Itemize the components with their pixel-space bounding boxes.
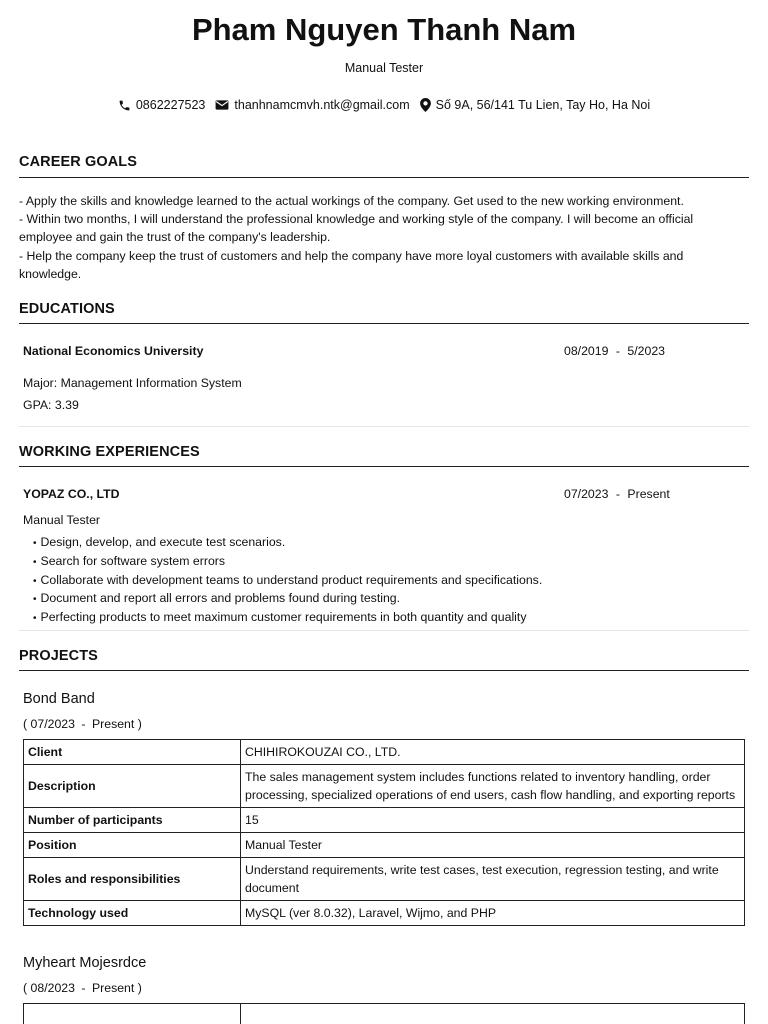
table-row (24, 833, 745, 858)
table-key: Number of participants (24, 808, 241, 833)
date-separator: - (615, 344, 620, 358)
table-key: Description (24, 765, 241, 808)
project-table (23, 739, 745, 926)
project-dates (23, 717, 142, 731)
paren: ( (23, 717, 28, 731)
table-value: 15 (241, 808, 745, 833)
location-pin-icon (420, 98, 431, 112)
contact-phone[interactable] (118, 98, 206, 112)
experiences-title: WORKING EXPERIENCES (19, 444, 200, 460)
table-key: Client (24, 740, 241, 765)
table-row (24, 858, 745, 901)
project-name: Myheart Mojesrdce (23, 955, 147, 971)
table-key: Position (24, 833, 241, 858)
table-key: Technology used (24, 901, 241, 926)
date-separator: - (81, 981, 86, 995)
table-value: Manual Tester (241, 833, 745, 858)
experience-dates (564, 487, 670, 501)
school-name: National Economics University (23, 344, 204, 358)
career-goal-line: - Apply the skills and knowledge learned to the actual workings of the company. Get used to the new working environment. (19, 194, 684, 208)
experience-position: Manual Tester (23, 513, 101, 527)
table-value: Understand requirements, write test cases, test execution, regression testing, and write document (241, 858, 745, 901)
career-goal-line: - Help the company keep the trust of customers and help the company have more loyal customers with available skills and knowledge. (19, 248, 684, 281)
table-value (241, 1004, 745, 1024)
contact-row (0, 98, 768, 112)
candidate-name: Pham Nguyen Thanh Nam (191, 12, 577, 47)
project-end: Present (91, 981, 135, 995)
entry-divider (19, 630, 749, 631)
education-end: 5/2023 (627, 344, 666, 358)
section-divider (19, 177, 749, 178)
career-goal-line: - Within two months, I will understand the professional knowledge and working style of the company. I will become an official employee and gain the trust of the company's leadership. (19, 212, 694, 245)
date-separator: - (81, 717, 86, 731)
experience-bullets (33, 534, 542, 628)
project-table (23, 1003, 745, 1024)
entry-divider (19, 426, 749, 427)
project-name: Bond Band (23, 691, 95, 707)
education-dates (564, 344, 665, 358)
envelope-icon (215, 99, 229, 111)
project-start: 08/2023 (30, 981, 75, 995)
list-item: • Collaborate with development teams to understand product requirements and specifications. (33, 572, 542, 591)
table-row (24, 901, 745, 926)
section-divider (19, 323, 749, 324)
education-gpa: GPA: 3.39 (23, 398, 79, 412)
projects-title: PROJECTS (19, 648, 98, 664)
candidate-role: Manual Tester (344, 61, 424, 75)
project-start: 07/2023 (30, 717, 75, 731)
table-row (24, 808, 745, 833)
company-name: YOPAZ CO., LTD (23, 487, 120, 501)
experience-start: 07/2023 (564, 487, 609, 501)
table-value: The sales management system includes functions related to inventory handling, order processing, specialized operations of end users, cash flow handling, and exporting reports (241, 765, 745, 808)
table-key: Roles and responsibilities (24, 858, 241, 901)
list-item: • Design, develop, and execute test scenarios. (33, 534, 542, 553)
email-text: thanhnamcmvh.ntk@gmail.com (234, 98, 410, 112)
table-value: CHIHIROKOUZAI CO., LTD. (241, 740, 745, 765)
address-text: Số 9A, 56/141 Tu Lien, Tay Ho, Ha Noi (435, 98, 651, 112)
paren: ) (137, 981, 142, 995)
list-item: • Document and report all errors and problems found during testing. (33, 590, 542, 609)
project-dates (23, 981, 142, 995)
table-row (24, 740, 745, 765)
phone-text: 0862227523 (135, 98, 206, 112)
educations-title: EDUCATIONS (19, 301, 115, 317)
experience-end: Present (627, 487, 670, 501)
career-goals-title: CAREER GOALS (19, 154, 138, 170)
paren: ) (137, 717, 142, 731)
date-separator: - (615, 487, 620, 501)
phone-icon (118, 99, 131, 112)
table-row (24, 765, 745, 808)
contact-address (420, 98, 650, 112)
table-row (24, 1004, 745, 1024)
table-value: MySQL (ver 8.0.32), Laravel, Wijmo, and PHP (241, 901, 745, 926)
section-divider (19, 670, 749, 671)
education-start: 08/2019 (564, 344, 609, 358)
education-major: Major: Management Information System (23, 376, 242, 390)
section-divider (19, 466, 749, 467)
list-item: • Perfecting products to meet maximum customer requirements in both quantity and quality (33, 609, 542, 628)
list-item: • Search for software system errors (33, 553, 542, 572)
career-goals-text (19, 192, 729, 283)
table-key (24, 1004, 241, 1024)
project-end: Present (91, 717, 135, 731)
contact-email[interactable] (215, 98, 409, 112)
paren: ( (23, 981, 28, 995)
